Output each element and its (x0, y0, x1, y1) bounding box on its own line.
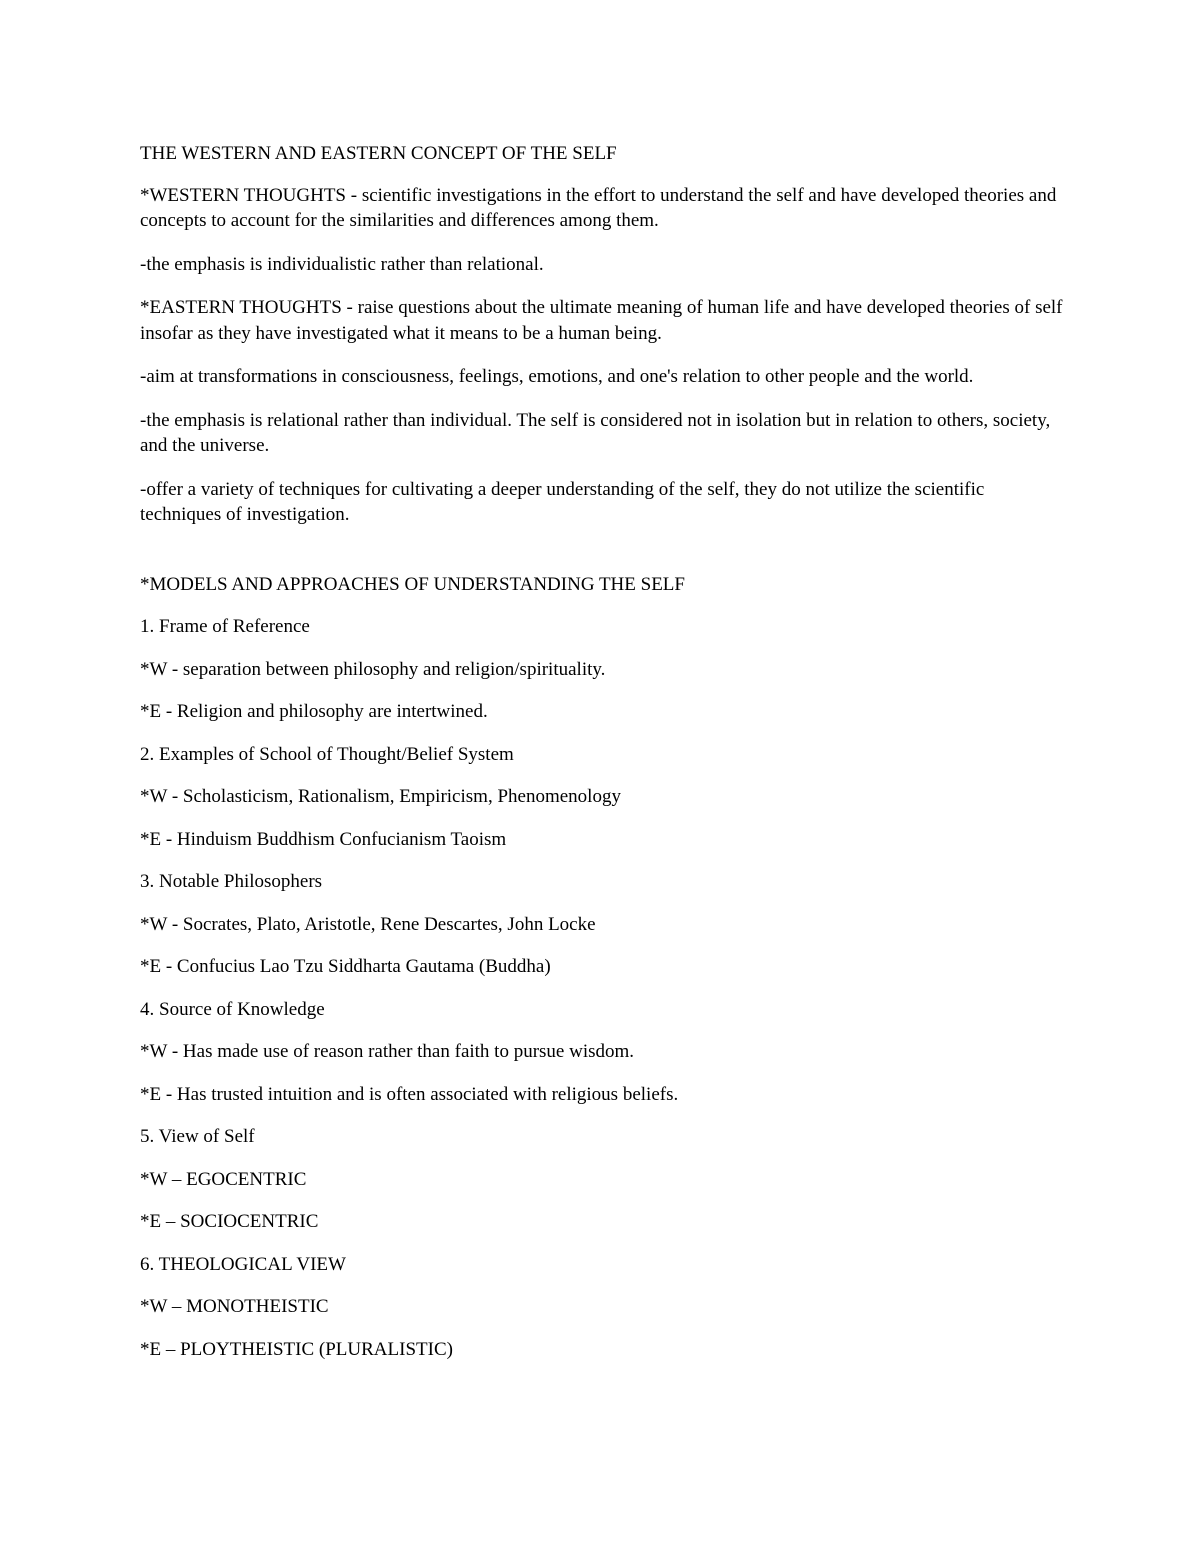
section-heading: *MODELS AND APPROACHES OF UNDERSTANDING THE SELF (140, 573, 685, 595)
paragraph-eastern-emphasis: -the emphasis is relational rather than individual. The self is considered not in isolation but in relation to others, society, and the universe. (140, 409, 1051, 456)
list-item: *E – PLOYTHEISTIC (PLURALISTIC) (140, 1338, 453, 1360)
list-item: *E - Has trusted intuition and is often associated with religious beliefs. (140, 1083, 679, 1105)
document-body (140, 141, 1070, 1379)
paragraph-eastern-thoughts: *EASTERN THOUGHTS - raise questions about the ultimate meaning of human life and have developed theories of self insofar as they have investigated what it means to be a human being. (140, 297, 1063, 344)
list-item-frame-of-reference: 1. Frame of Reference (140, 616, 310, 637)
list-item-notable-philosophers: 3. Notable Philosophers (140, 871, 323, 892)
list-item-schools-of-thought: 2. Examples of School of Thought/Belief System (140, 743, 514, 765)
list-item-source-of-knowledge: 4. Source of Knowledge (140, 998, 325, 1020)
list-item-theological-view: 6. THEOLOGICAL VIEW (140, 1253, 346, 1275)
list-item: *E - Religion and philosophy are intertwined. (140, 701, 488, 722)
list-item: *E – SOCIOCENTRIC (140, 1211, 319, 1232)
list-item: *W - Socrates, Plato, Aristotle, Rene Descartes, John Locke (140, 913, 596, 935)
list-item: *W - Scholasticism, Rationalism, Empiricism, Phenomenology (140, 786, 621, 807)
list-item-view-of-self: 5. View of Self (140, 1126, 255, 1147)
list-item: *E - Confucius Lao Tzu Siddharta Gautama (Buddha) (140, 956, 551, 977)
paragraph-western-thoughts: *WESTERN THOUGHTS - scientific investigations in the effort to understand the self and have developed theories and concepts to account for the similarities and differences among them. (140, 184, 1057, 231)
list-item: *W – MONOTHEISTIC (140, 1296, 329, 1317)
document-title: THE WESTERN AND EASTERN CONCEPT OF THE SELF (140, 143, 617, 164)
list-item: *E - Hinduism Buddhism Confucianism Taoism (140, 828, 507, 850)
paragraph-western-emphasis: -the emphasis is individualistic rather than relational. (140, 253, 544, 275)
paragraph-eastern-aim: -aim at transformations in consciousness, feelings, emotions, and one's relation to other people and the world. (140, 366, 974, 387)
list-item: *W – EGOCENTRIC (140, 1168, 307, 1190)
list-item: *W - separation between philosophy and religion/spirituality. (140, 658, 606, 680)
paragraph-eastern-techniques: -offer a variety of techniques for cultivating a deeper understanding of the self, they do not utilize the scientific techniques of investigation. (140, 478, 985, 525)
list-item: *W - Has made use of reason rather than faith to pursue wisdom. (140, 1041, 635, 1062)
